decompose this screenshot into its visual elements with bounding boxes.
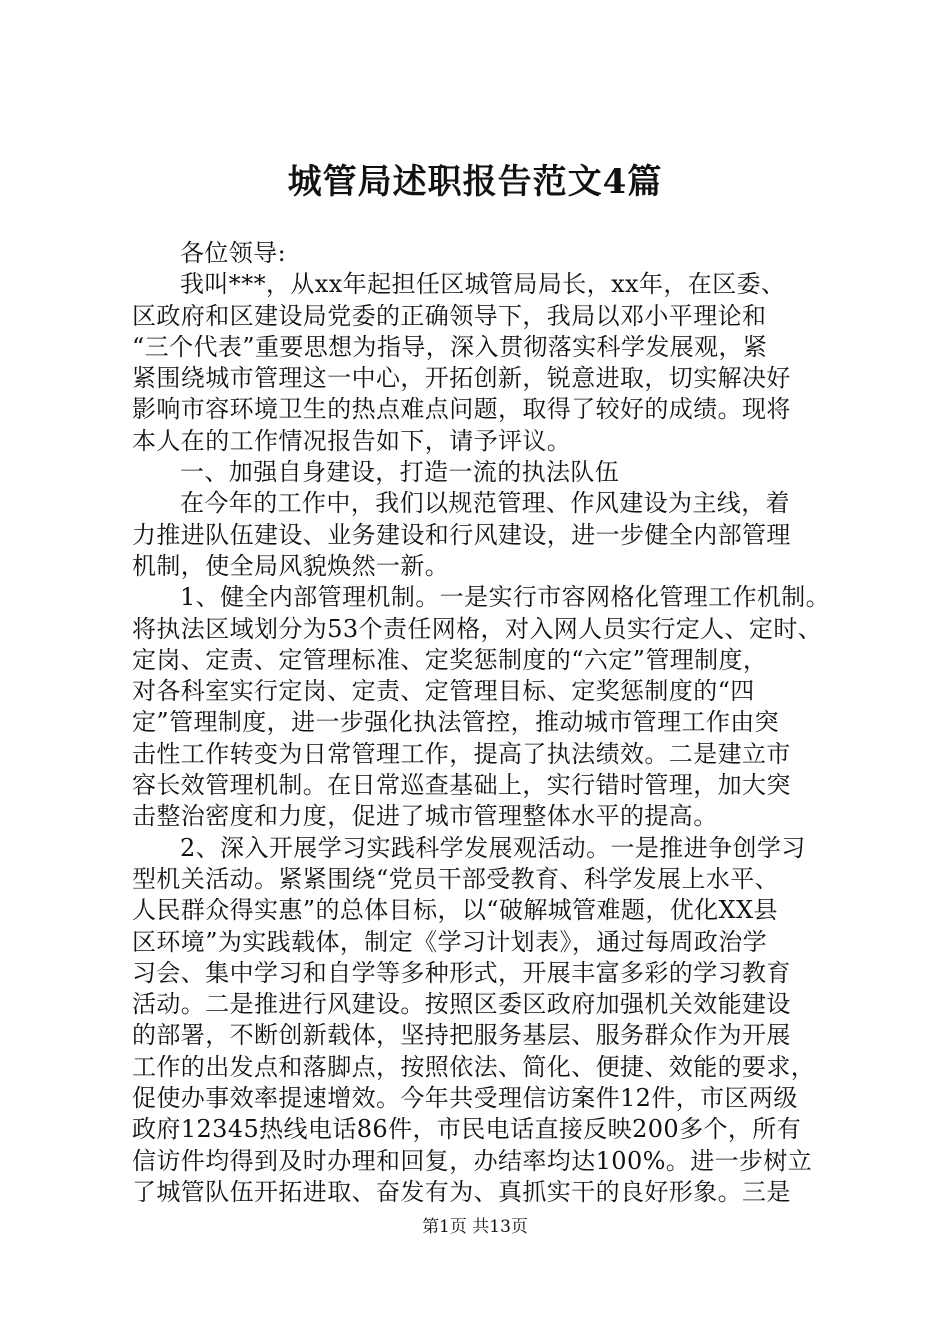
text-line: 容长效管理机制。在日常巡查基础上，实行错时管理，加大突 [132, 771, 791, 800]
text-line: 习会、集中学习和自学等多种形式，开展丰富多彩的学习教育 [132, 958, 791, 987]
page-footer: 第1页 共13页 [422, 1217, 528, 1237]
text-line: 工作的出发点和落脚点，按照依法、简化、便捷、效能的要求， [132, 1052, 816, 1081]
text-line: 机制，使全局风貌焕然一新。 [132, 551, 450, 580]
text-line: 一、加强自身建设，打造一流的执法队伍 [180, 458, 620, 487]
text-line: 信访件均得到及时办理和回复，办结率均达100%。进一步树立 [132, 1146, 813, 1175]
text-line: 促使办事效率提速增效。今年共受理信访案件12件，市区两级 [132, 1084, 798, 1113]
text-line: 人民群众得实惠”的总体目标，以“破解城管难题，优化XX县 [132, 896, 778, 925]
text-line: 将执法区域划分为53个责任网格，对入网人员实行定人、定时、 [132, 614, 823, 643]
text-line: 定岗、定责、定管理标准、定奖惩制度的“六定”管理制度， [132, 645, 768, 674]
text-line: 击性工作转变为日常管理工作，提高了执法绩效。二是建立市 [132, 739, 791, 768]
page-title: 城管局述职报告范文4篇 [287, 162, 663, 202]
text-line: 力推进队伍建设、业务建设和行风建设，进一步健全内部管理 [132, 520, 791, 549]
text-line: “三个代表”重要思想为指导，深入贯彻落实科学发展观，紧 [132, 332, 768, 361]
text-line: 区环境”为实践载体，制定《学习计划表》，通过每周政治学 [132, 927, 768, 956]
text-line: 击整治密度和力度，促进了城市管理整体水平的提高。 [132, 802, 718, 831]
text-line: 我叫***，从xx年起担任区城管局局长，xx年，在区委、 [180, 270, 786, 299]
text-line: 各位领导: [180, 239, 287, 267]
text-line: 定”管理制度，进一步强化执法管控，推动城市管理工作由突 [132, 708, 780, 737]
document-body [132, 238, 832, 1208]
text-line: 的部署，不断创新载体，坚持把服务基层、服务群众作为开展 [132, 1021, 791, 1050]
text-line: 区政府和区建设局党委的正确领导下，我局以邓小平理论和 [132, 301, 767, 330]
text-line: 1、健全内部管理机制。一是实行市容网格化管理工作机制。 [180, 583, 831, 612]
text-line: 型机关活动。紧紧围绕“党员干部受教育、科学发展上水平、 [132, 864, 780, 893]
text-line: 本人在的工作情况报告如下，请予评议。 [132, 426, 572, 455]
text-line: 了城管队伍开拓进取、奋发有为、真抓实干的良好形象。三是 [132, 1177, 791, 1206]
text-line: 对各科室实行定岗、定责、定管理目标、定奖惩制度的“四 [132, 677, 755, 706]
text-line: 政府12345热线电话86件，市民电话直接反映200多个，所有 [132, 1115, 802, 1144]
text-line: 紧围绕城市管理这一中心，开拓创新，锐意进取，切实解决好 [132, 364, 791, 393]
text-line: 活动。二是推进行风建设。按照区委区政府加强机关效能建设 [132, 990, 791, 1019]
text-line: 在今年的工作中，我们以规范管理、作风建设为主线，着 [180, 489, 790, 518]
text-line: 2、深入开展学习实践科学发展观活动。一是推进争创学习 [180, 833, 806, 862]
text-line: 影响市容环境卫生的热点难点问题，取得了较好的成绩。现将 [132, 395, 791, 424]
